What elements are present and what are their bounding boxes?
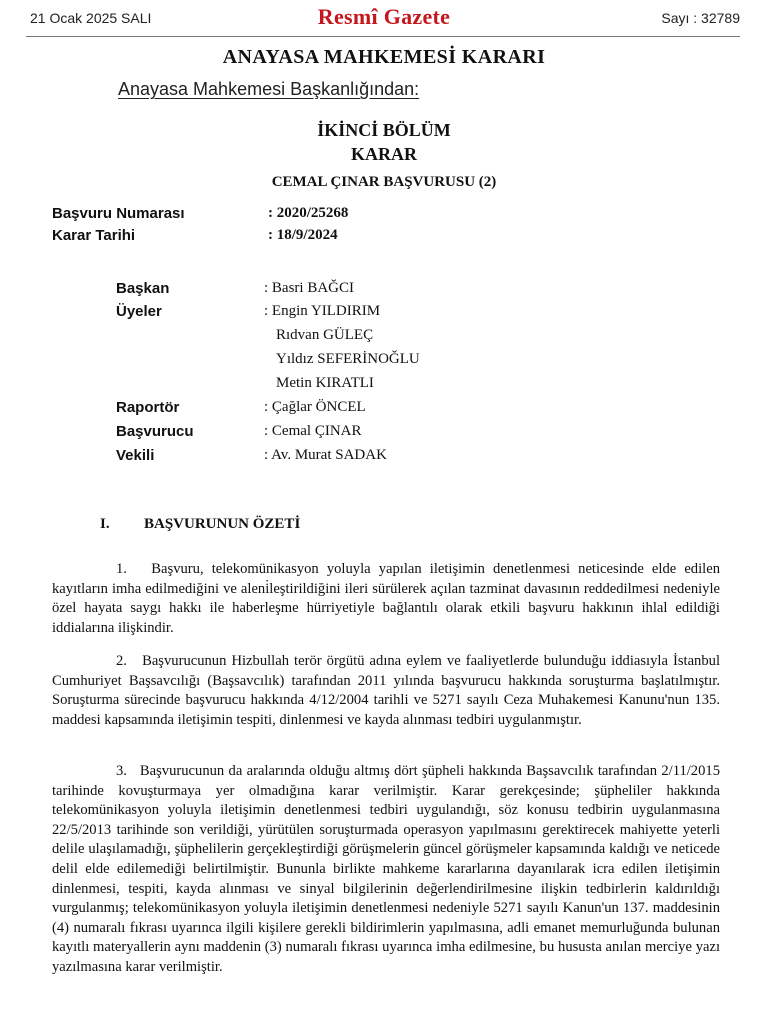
panel-value: : Basri BAĞCI <box>264 280 354 296</box>
gazette-header <box>0 0 768 36</box>
issuing-authority: Anayasa Mahkemesi Başkanlığından: <box>118 79 420 99</box>
panel-label: Üyeler <box>116 303 162 320</box>
header-divider <box>26 36 740 37</box>
paragraph-text: 3. Başvurucunun da aralarında olduğu altmış dört şüpheli hakkında Başsavcılık tarafından 2/11/2015 tarihinde kovuşturmaya yer olmadığına karar verilmiştir. Karar gerekçesinde; şüpheliler hakkında telekomünikasyon yoluyla iletişimin denetlenmesi tedbiri uygulandığı, söz konusu tedbirin uygulanmasına 22/5/2013 tarihinde son verildiği, yürütülen soruşturmada operasyon yapılmasını gerektirecek mahiyette yeterli delile ulaşılamadığı, şüphelilerin gerçekleştirdiği görüşmelerin güncel görüşmeler kapsamında kaldığı ve neticede delil elde edilemediği belirtilmiştir. Bununla birlikte mahkeme kararlarına dayanılarak icra edilen iletişimin dinlenmesi, tespiti, kayda alınması ve sinyal bilgilerinin değerlendirilmesine ilişkin tedbirlerin kaldırıldığı vurgulanmış; telekomünikasyon yoluyla iletişimin denetlenmesi nedeniyle 5271 sayılı Kanun'un 137. maddesinin (4) numaralı fıkrası uyarınca ilgili kişilere gerekli bildirimlerin yapılmasına, adli emanet memurluğunda bulunan kayıtlı materyallerin aynı maddenin (3) numaralı fıkrası uyarınca imha edilmesine, bu hususta anılan merciye yazı yazılmasına karar verilmiştir. <box>52 763 720 975</box>
section-number: I. <box>100 516 110 532</box>
panel-value: : Engin YILDIRIM <box>264 303 381 319</box>
panel-label: Başkan <box>116 280 170 297</box>
panel-member: Metin KIRATLI <box>276 375 374 391</box>
section-heading <box>0 118 768 166</box>
panel-value: : Cemal ÇINAR <box>264 423 362 439</box>
issue-number: Sayı : 32789 <box>661 10 740 26</box>
section-title: BAŞVURUNUN ÖZETİ <box>144 516 301 532</box>
paragraph-2 <box>52 652 720 730</box>
case-title: CEMAL ÇINAR BAŞVURUSU (2) <box>271 174 497 190</box>
paragraph-text: 2. Başvurucunun Hizbullah terör örgütü adına eylem ve faaliyetlerde bulunduğu iddiasıyla İstanbul Cumhuriyet Başsavcılığı (Başsavcılık) tarafından 2011 yılında başvurucu hakkında soruşturma başlatılmıştır. Soruşturma sürecinde başvurucu hakkında 4/12/2004 tarihli ve 5271 sayılı Ceza Muhakemesi Kanunu'nun 135. maddesi kapsamında iletişimin tespiti, dinlenmesi ve kayda alınması tedbiri uygulanmıştır. <box>52 653 720 728</box>
paragraph-1 <box>52 560 720 638</box>
panel-label: Başvurucu <box>116 423 194 440</box>
meta-value: : 18/9/2024 <box>268 227 338 243</box>
paragraph-3 <box>52 762 720 978</box>
section-type: KARAR <box>351 144 417 164</box>
panel-label: Raportör <box>116 399 180 416</box>
decision-title: ANAYASA MAHKEMESİ KARARI <box>222 46 546 68</box>
meta-value: : 2020/25268 <box>268 205 349 221</box>
panel-member: Yıldız SEFERİNOĞLU <box>276 351 420 367</box>
section-1-heading <box>100 516 300 533</box>
issue-date: 21 Ocak 2025 SALI <box>30 10 152 26</box>
paragraph-text: 1. Başvuru, telekomünikasyon yoluyla yapılan iletişimin denetlenmesi neticesinde elde edilen kayıtların imha edilmediğini ve aleni̇leştirildiğini ileri sürülerek açılan tazminat davasının reddedilmesi nedeniyle özel hayata saygı hakkı ile haberleşme hürriyetiyle bağlantılı olarak etkili başvuru hakkının ihlal edildiği iddialarına ilişkindir. <box>52 561 720 636</box>
meta-label: Başvuru Numarası <box>52 205 185 222</box>
gazette-title: Resmî Gazete <box>317 4 451 29</box>
section-name: İKİNCİ BÖLÜM <box>317 120 451 140</box>
panel-member: Rıdvan GÜLEÇ <box>276 327 374 343</box>
panel-value: : Çağlar ÖNCEL <box>264 399 366 415</box>
panel-value: : Av. Murat SADAK <box>264 447 387 463</box>
panel-label: Vekili <box>116 447 155 464</box>
meta-label: Karar Tarihi <box>52 227 136 244</box>
